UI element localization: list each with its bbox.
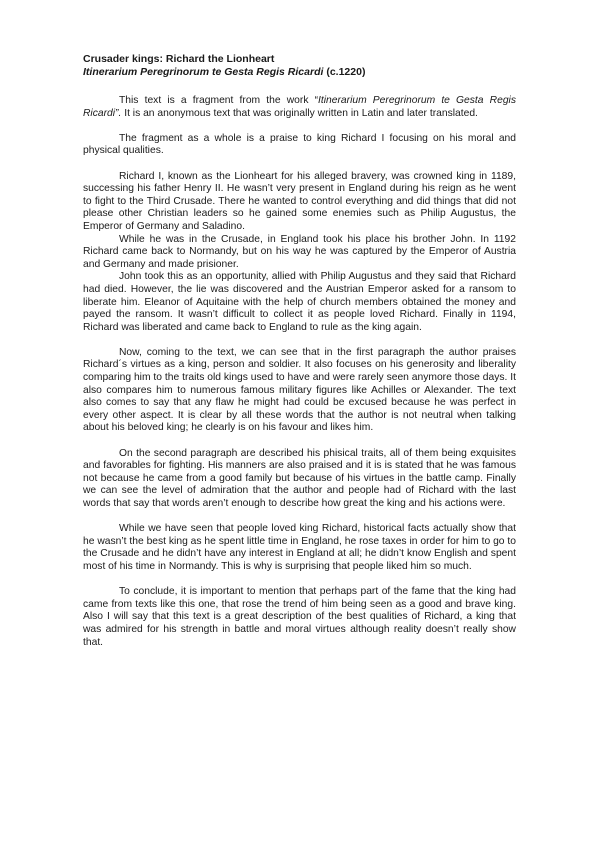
intro-text: This text is a fragment from the work “ xyxy=(119,95,319,106)
intro-text-end: It is an anonymous text that was originally written in Latin and later translated. xyxy=(121,107,478,119)
paragraph-context-3: John took this as an opportunity, allied with Philip Augustus and they said that Richard had died. However, the lie was discovered and the Austrian Emperor asked for a ransom to liberate him. Eleanor of Aquitaine with the help of church members obtained the money and payed the ransom. It wasn’t difficult to collect it as people loved Richard. Finally in 1194, Richard was liberated and came back to England to rule as the king again. xyxy=(83,271,516,333)
paragraph-context-2: While he was in the Crusade, in England took his place his brother John. In 1192 Richard came back to Normandy, but on his way he was captured by the Emperor of Austria and Germany and made prisioner. xyxy=(83,233,516,270)
paragraph-analysis-1: Now, coming to the text, we can see that in the first paragraph the author praises Richard´s virtues as a king, person and soldier. It also focuses on his generosity and liberality comparing him to the traits old kings used to have and were rarely seen anymore those days. It also compares him to numerous famous military figures like Achilles or Alexander. The text also comes to say that any flaw he might had could be excused because he was perfect in every other aspect. It is clear by all these words that the author is not neutral when talking about his beloved king; he clearly is on his favour and likes him. xyxy=(83,346,516,434)
document-title xyxy=(83,53,516,79)
paragraph-intro xyxy=(83,95,516,120)
paragraph-summary: The fragment as a whole is a praise to king Richard I focusing on his moral and physical qualities. xyxy=(83,132,516,157)
paragraph-conclusion: To conclude, it is important to mention that perhaps part of the fame that the king had came from texts like this one, that rose the trend of him being seen as a good and brave king. Also I will say that this text is a great description of the best qualities of Richard, a king that was admired for his strength in battle and moral virtues although reality doesn’t really show that. xyxy=(83,586,516,648)
work-title: Itinerarium Peregrinorum te Gesta Regis Ricardi xyxy=(83,66,324,78)
paragraph-historical: While we have seen that people loved king Richard, historical facts actually show that he wasn’t the best king as he spent little time in England, he rose taxes in order for him to go to the Crusade and he didn’t have any interest in England at all; he didn’t know English and spent most of his time in Normandy. This is why is surprising that people liked him so much. xyxy=(83,523,516,572)
paragraph-analysis-2: On the second paragraph are described his phisical traits, all of them being exquisites and favorables for fighting. His manners are also praised and it is is stated that he was famous not because he came from a good family but because of his virtues in the battle camp. Finally we can see the level of admiration that the author and people had of Richard with the last words that say that words aren’t enough to describe how great the king and his actions were. xyxy=(83,447,516,509)
paragraph-context-1: Richard I, known as the Lionheart for his alleged bravery, was crowned king in 1189, successing his father Henry II. He wasn’t very present in England during his reign as he went to fight to the Third Crusade. There he wanted to control everything and did things that did not please other Christian leaders so he gained some enemies such as Philip Augustus, the Emperor of Germany and Saladino. xyxy=(83,170,516,232)
intro-work-title: Itinerarium Peregrinorum te Gesta Regis Ricardi”. xyxy=(83,95,516,119)
work-date: (c.1220) xyxy=(323,66,366,78)
title-line-1: Crusader kings: Richard the Lionheart xyxy=(83,53,275,65)
